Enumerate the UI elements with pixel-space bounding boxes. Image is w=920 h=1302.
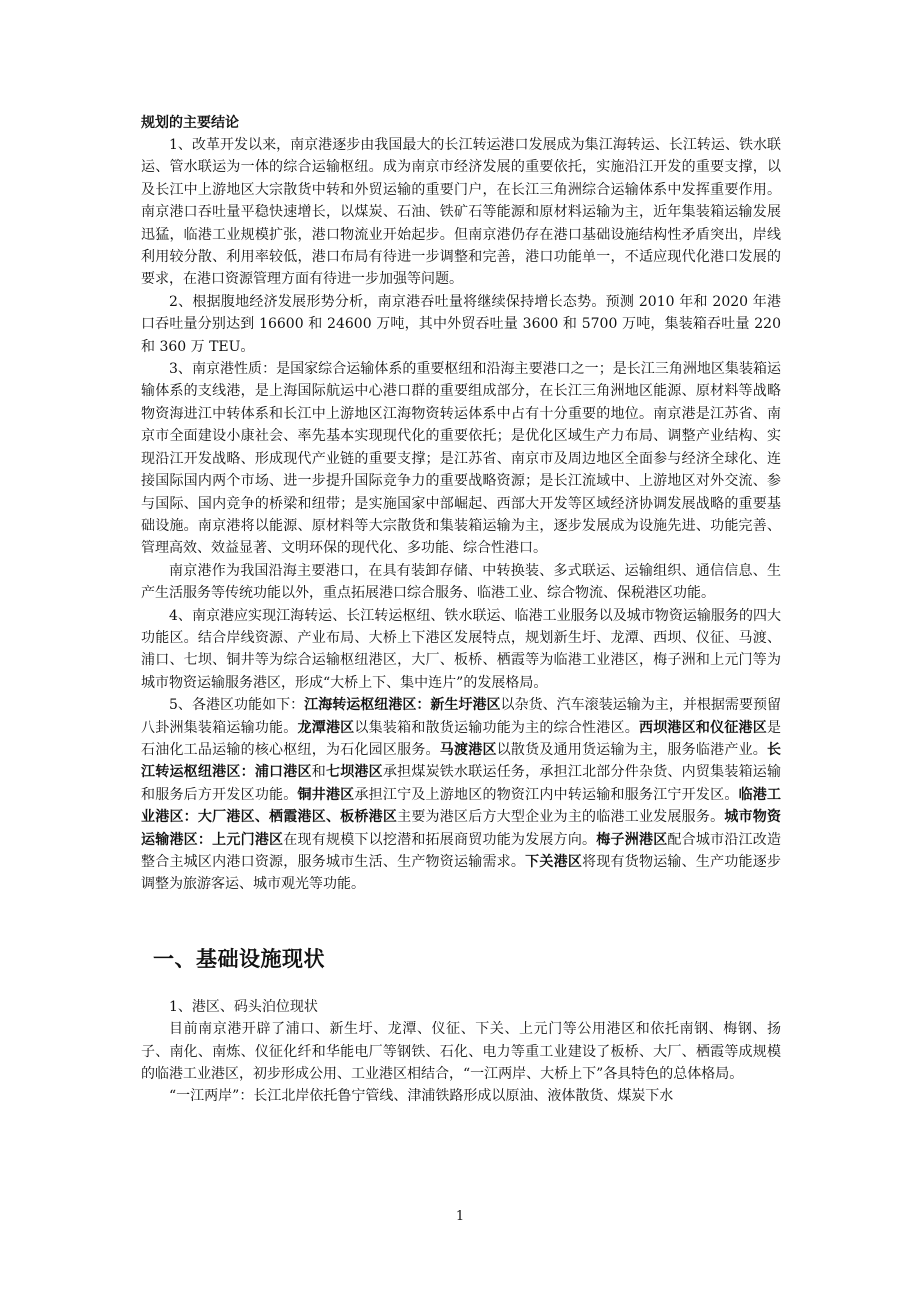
section-paragraph-1: 目前南京港开辟了浦口、新生圩、龙潭、仪征、下关、上元门等公用港区和依托南钢、梅钢、扬子、南化、南炼、仪征化纤和华能电厂等钢铁、石化、电力等重工业建设了板桥、大厂、栖霞等成规模的临港工业港区，初步形成公用、工业港区相结合，“一江两岸、大桥上下”各具特色的总体格局。: [141, 1021, 781, 1083]
text-run: 以散货及通用货运输为主，服务临港产业。: [496, 741, 768, 758]
text-run: 承担煤炭铁水联运任务，承担江北部分件杂货、内贸集装箱运输和服务后方开发区功能。: [141, 764, 782, 803]
harbor-name-bold: 江海转运枢纽港区：新生圩港区: [304, 697, 501, 714]
text-run: 将现有货物运输、生产功能逐步调整为旅游客运、城市观光等功能。: [141, 854, 782, 893]
text-run: 和: [311, 764, 326, 781]
text-run: 以集装箱和散货运输功能为主的综合性港区。: [354, 719, 639, 736]
summary-paragraph-2: 2、根据腹地经济发展形势分析，南京港吞吐量将继续保持增长态势。预测 2010 年和 2020 年港口吞吐量分别达到 16600 和 24600 万吨，其中外贸吞吐量 3600 和 5700 万吨，集装箱吞吐量 220 和 360 万 TEU。: [141, 293, 781, 355]
harbor-name-bold: 龙潭港区: [297, 719, 355, 736]
harbor-name-bold: 下关港区: [525, 854, 583, 870]
subsection-heading: 1、港区、码头泊位现状: [169, 998, 318, 1015]
harbor-name-bold: 长江转运枢纽港区：浦口港区: [141, 741, 782, 781]
text-run: 以杂货、汽车滚装运输为主，并根据需要预留八卦洲集装箱运输功能。: [141, 697, 782, 736]
summary-paragraph-5: [141, 694, 781, 896]
harbor-name-bold: 马渡港区: [439, 741, 497, 758]
summary-paragraph-3b: 南京港作为我国沿海主要港口，在具有装卸存储、中转换装、多式联运、运输组织、通信信息、生产生活服务等传统功能以外，重点拓展港口综合服务、临港工业、综合物流、保税港区功能。: [141, 562, 781, 602]
harbor-name-bold: 临港工业港区：大厂港区、栖霞港区、板桥港区: [141, 786, 782, 826]
harbor-name-bold: 梅子洲港区: [596, 831, 668, 848]
section-title: 一、基础设施现状: [153, 945, 325, 971]
harbor-name-bold: 铜井港区: [297, 786, 355, 803]
text-run: 承担江宁及上游地区的物资江内中转运输和服务江宁开发区。: [354, 786, 739, 803]
harbor-name-bold: 七坝港区: [325, 764, 383, 781]
text-run: 配合城市沿江改造整合主城区内港口资源，服务城市生活、生产物资运输需求。: [141, 831, 782, 870]
text-run: 是石油化工品运输的核心枢纽，为石化园区服务。: [141, 719, 782, 758]
summary-paragraph-1: 1、改革开发以来，南京港逐步由我国最大的长江转运港口发展成为集江海转运、长江转运、铁水联运、管水联运为一体的综合运输枢纽。成为南京市经济发展的重要依托，实施沿江开发的重要支撑，以及长江中上游地区大宗散货中转和外贸运输的重要门户，在长江三角洲综合运输体系中发挥重要作用。南京港口吞吐量平稳快速增长，以煤炭、石油、铁矿石等能源和原材料运输为主，近年集装箱运输发展迅猛，临港工业规模扩张，港口物流业开始起步。但南京港仍存在港口基础设施结构性矛盾突出，岸线利用较分散、利用率较低，港口布局有待进一步调整和完善，港口功能单一，不适应现代化港口发展的要求，在港口资源管理方面有待进一步加强等问题。: [141, 137, 781, 288]
page-content: [141, 112, 781, 1108]
text-run: 5、各港区功能如下：: [169, 697, 305, 714]
page-number: 1: [455, 1209, 465, 1224]
summary-heading: 规划的主要结论: [141, 115, 239, 131]
harbor-name-bold: 西坝港区和仪征港区: [638, 719, 768, 736]
text-run: 主要为港区后方大型企业为主的临港工业发展服务。: [397, 809, 725, 826]
text-run: 在现有规模下以挖潜和拓展商贸功能为发展方向。: [283, 831, 597, 848]
section-paragraph-2: “一江两岸”：长江北岸依托鲁宁管线、津浦铁路形成以原油、液体散货、煤炭下水: [169, 1088, 674, 1105]
harbor-name-bold: 城市物资运输港区：上元门港区: [141, 809, 782, 848]
summary-paragraph-4: 4、南京港应实现江海转运、长江转运枢纽、铁水联运、临港工业服务以及城市物资运输服务的四大功能区。结合岸线资源、产业布局、大桥上下港区发展特点，规划新生圩、龙潭、西坝、仪征、马渡、浦口、七坝、铜井等为综合运输枢纽港区，大厂、板桥、栖霞等为临港工业港区，梅子洲和上元门等为城市物资运输服务港区，形成“大桥上下、集中连片”的发展格局。: [141, 607, 781, 691]
summary-paragraph-3: 3、南京港性质：是国家综合运输体系的重要枢纽和沿海主要港口之一；是长江三角洲地区集装箱运输体系的支线港，是上海国际航运中心港口群的重要组成部分，在长江三角洲地区能源、原材料等战略物资海进江中转体系和长江中上游地区江海物资转运体系中占有十分重要的地位。南京港是江苏省、南京市全面建设小康社会、率先基本实现现代化的重要依托；是优化区域生产力布局、调整产业结构、实现沿江开发战略、形成现代产业链的重要支撑；是江苏省、南京市及周边地区全面参与经济全球化、连接国际国内两个市场、进一步提升国际竞争力的重要战略资源；是长江流域中、上游地区对外交流、参与国际、国内竞争的桥梁和纽带；是实施国家中部崛起、西部大开发等区域经济协调发展战略的重要基础设施。南京港将以能源、原材料等大宗散货和集装箱运输为主，逐步发展成为设施先进、功能完善、管理高效、效益显著、文明环保的现代化、多功能、综合性港口。: [141, 361, 781, 557]
